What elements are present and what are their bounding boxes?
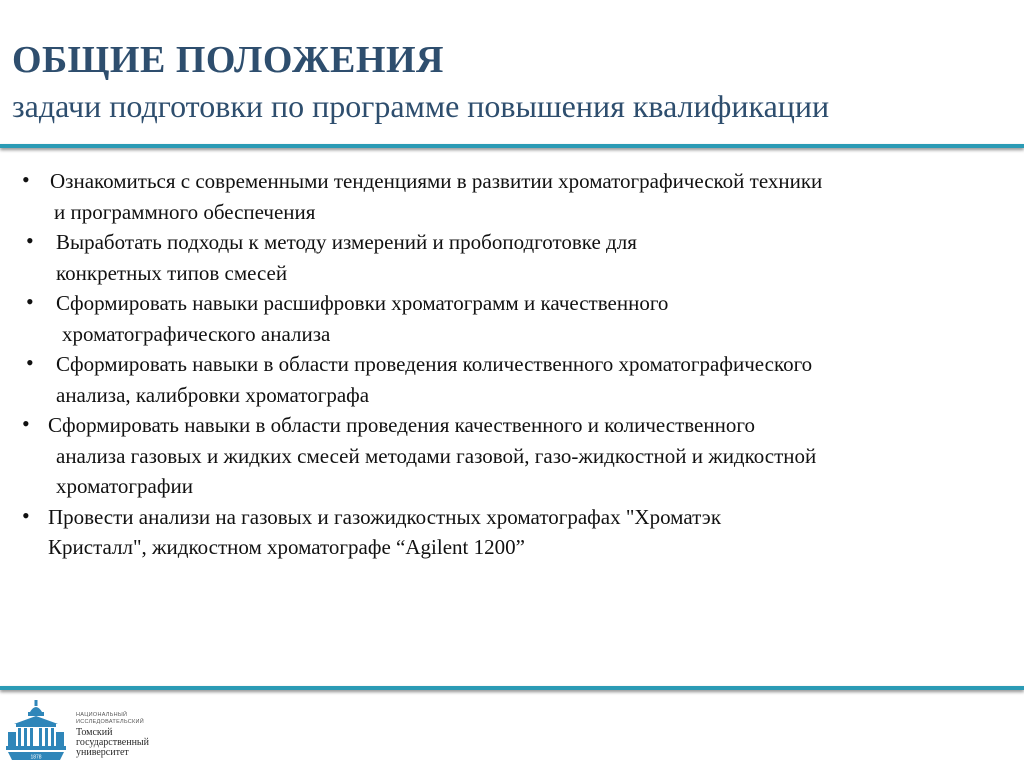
bullet-line: Провести анализи на газовых и газожидкостных хроматографах "Хроматэк [48,504,722,529]
bullet-line: анализа, калибровки хроматографа [56,382,370,407]
bullet-item [22,227,1012,288]
bullet-marker: • [26,228,34,253]
bullet-marker: • [22,167,30,192]
university-name [76,712,149,758]
bullet-line: Сформировать навыки расшифровки хроматограмм и качественного [56,291,669,315]
bullet-line: Кристалл", жидкостном хроматографе “Agilent 1200” [48,535,525,559]
logo-line-small: ИССЛЕДОВАТЕЛЬСКИЙ [76,719,145,725]
bullet-item [22,288,1012,349]
bullet-item [22,502,1012,563]
bullet-marker: • [26,289,34,314]
bullet-marker: • [26,350,34,375]
bullet-line: хроматографии [56,474,193,498]
bullet-line: Сформировать навыки в области проведения качественного и количественного [48,413,755,437]
bullet-line: Выработать подходы к методу измерений и пробоподготовке для [56,230,637,254]
university-building-icon [6,698,66,764]
logo-line-big: государственный [76,737,149,748]
bullet-item [22,166,1012,227]
logo-line-big: университет [76,747,129,758]
bullet-line: хроматографического анализа [62,321,331,346]
logo-line-small: НАЦИОНАЛЬНЫЙ [76,712,128,718]
logo-year: 1878 [30,754,42,761]
bullet-line: анализа газовых и жидких смесей методами газовой, газо-жидкостной и жидкостной [56,443,817,468]
bullet-line: Сформировать навыки в области проведения количественного хроматографического [56,352,813,376]
bottom-divider [0,686,1024,690]
bullet-list [22,166,1012,563]
bullet-line: и программного обеспечения [54,199,316,224]
top-divider [0,144,1024,148]
bullet-item [22,349,1012,410]
bullet-item [22,410,1012,502]
bullet-line: Ознакомиться с современными тенденциями в развитии хроматографической техники [50,169,823,193]
slide-title: ОБЩИЕ ПОЛОЖЕНИЯ [12,39,444,81]
logo-line-big: Томский [76,727,113,738]
bullet-line: конкретных типов смесей [56,260,288,285]
bullet-marker: • [22,502,30,528]
bullet-marker: • [22,411,30,436]
slide-subtitle: задачи подготовки по программе повышения квалификации [12,88,830,124]
